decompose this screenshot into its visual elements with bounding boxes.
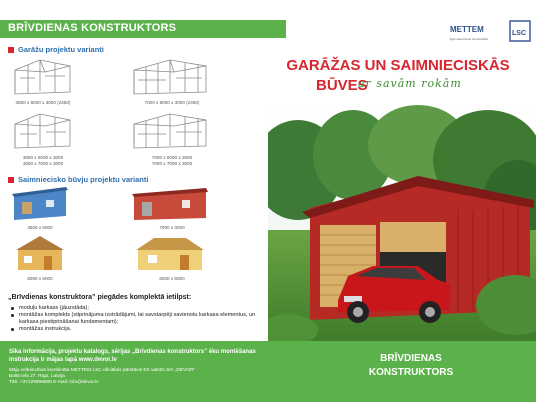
garage-caption-4: 7000 x 6000 x 3000 7000 x 7000 x 3000 — [151, 155, 193, 166]
kit-list — [10, 305, 260, 333]
footer-info-text: Sīka informācija, projektu katalogs, sērijas „Brīvdienas konstruktors” ēku montēšanas instrukcija ir mājas lapā — [9, 349, 256, 363]
garage-frame-2 — [130, 56, 210, 98]
red-square-icon — [8, 47, 14, 53]
logo-tagline: light steel frame construction — [450, 37, 489, 41]
headline-script: ar savām rokām — [358, 77, 462, 90]
footer-contact-line3: Tālr. +37129998888 E-mail: info@devor.lv — [9, 380, 99, 385]
garage-caption-2: 7000 x 6000 x 3000 (2460) — [144, 100, 200, 105]
red-square-icon — [8, 177, 14, 183]
garage-caption-1: 3500 x 6000 x 3000 (2460) — [15, 100, 71, 105]
sheds-title-text: Saimniecisko būvju projektu varianti — [18, 175, 149, 184]
garages-section-title — [8, 45, 104, 54]
shed-3 — [10, 234, 70, 274]
footer-title-line2: KONSTRUKTORS — [368, 367, 454, 378]
footer-contact-line2: Baltā iela 27, Rīga, Latvija — [9, 374, 65, 379]
headline-line1: GARĀŽAS UN SAIMNIECISKĀS — [286, 57, 510, 74]
garage-frame-4 — [130, 110, 210, 152]
garage-photo — [268, 100, 536, 341]
kit-item: montāžas komplekts (stiprinājuma izstrādājumi, lai savstarpēji savienotu karkasa elementus, un karkasa piestiprināšanai fundamentam); — [10, 312, 260, 326]
shed-1 — [10, 186, 70, 222]
logo-name: METTEM — [450, 25, 484, 34]
garage-frame-3 — [10, 110, 75, 152]
garage-caption-3: 3500 x 6000 x 3000 3500 x 7000 x 3000 — [22, 155, 64, 166]
header-bar — [0, 20, 286, 38]
sheds-section-title — [8, 175, 148, 184]
shed-4 — [130, 234, 210, 274]
footer-contact-line1: Māju celtniecības kombināta METTEM LSC oficiālais pārstāvis ES valstīs SIA „DEVOR” — [9, 368, 196, 373]
shed-caption-3: 6000 x 6000 — [27, 276, 53, 281]
shed-caption-1: 3500 x 6000 — [27, 225, 53, 230]
shed-caption-2: 7000 x 3000 — [159, 225, 185, 230]
footer-title-line1: BRĪVDIENAS — [380, 353, 442, 364]
logo-mark — [448, 20, 534, 60]
garage-frame-1 — [10, 56, 75, 98]
shed-2 — [130, 186, 210, 222]
garages-title-text: Garāžu projektu varianti — [18, 45, 104, 54]
footer-url[interactable]: www.devor.lv — [78, 357, 117, 363]
kit-item: montāžas instrukcija. — [10, 326, 260, 333]
mettem-logo — [448, 20, 534, 60]
footer-contact — [9, 368, 259, 386]
footer-info — [9, 348, 259, 364]
logo-suffix: LSC — [512, 30, 526, 37]
kit-item: moduļu karkass (jāuzstāda); — [10, 305, 260, 312]
header-title: BRĪVDIENAS KONSTRUKTORS — [8, 22, 177, 34]
headline-line2: BŪVES — [316, 77, 368, 94]
footer-title — [346, 352, 476, 380]
shed-caption-4: 6000 x 6000 — [159, 276, 185, 281]
kit-title: „Brīvdienas konstruktora” piegādes komplektā ietilpst: — [8, 294, 192, 301]
